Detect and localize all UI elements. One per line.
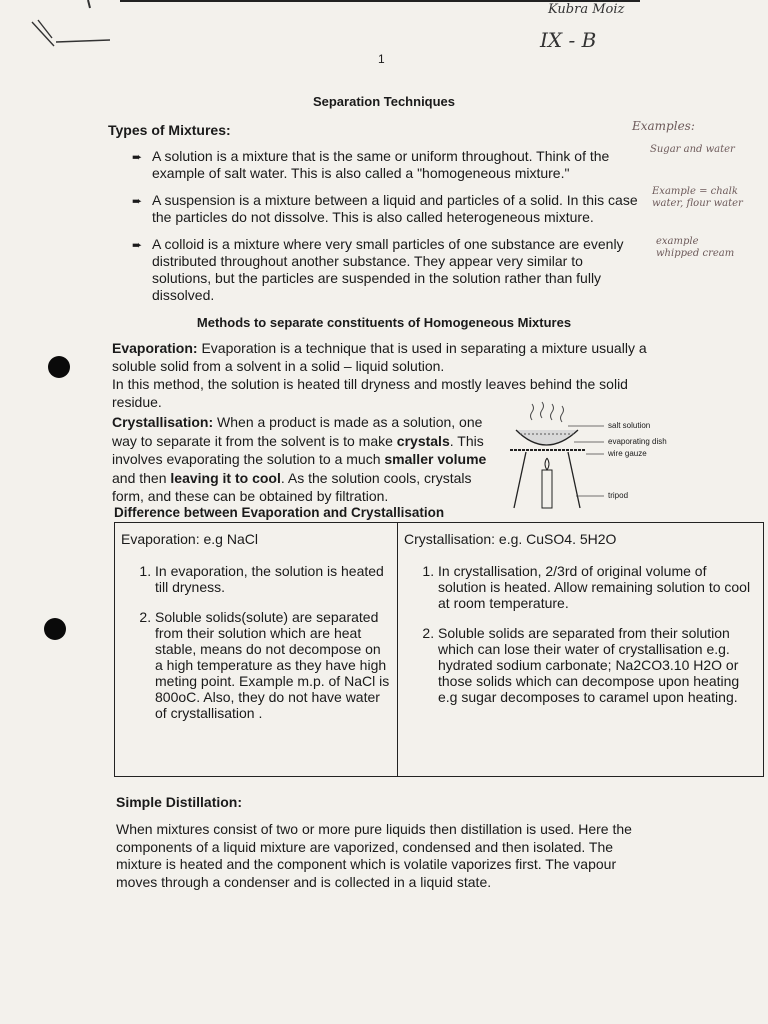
page-title: Separation Techniques [312,94,456,109]
tripod-leg [514,452,526,508]
tripod-leg [568,452,580,508]
list-item: 2. Soluble solids are separated from their solution which can lose their water of crystallisation e.g. hydrated sodium carbonate; Na2CO3.10 H2O or those solids which can decompose upon heating e.g sugar decomposes to caramel upon heating. [438,625,757,705]
flame [545,458,549,470]
crystallisation-text: When a product is made as a solution, one way to separate it from the solvent is to make [112,414,483,449]
difference-heading: Difference between Evaporation and Crystallisation [114,505,445,520]
evaporation-text: Evaporation is a technique that is used in separating a mixture usually a soluble solid from a solvent in a solid – liquid solution. [112,340,647,374]
crystallisation-bold: crystals [396,432,450,449]
crystallisation-column-head: Crystallisation: e.g. CuSO4. 5H2O [404,531,617,547]
handwritten-examples: Examples: [632,119,695,133]
page-number: 1 [378,52,385,66]
punch-hole [48,356,70,378]
handwritten-note-3: example whipped cream [656,236,735,259]
diagram-label-evaporating-dish: evaporating dish [608,437,667,446]
handwritten-name: Kubra Moiz [548,2,625,17]
crystallisation-bold: leaving it to cool [170,469,281,486]
list-item: 2. Soluble solids(solute) are separated from their solution which are heat stable, means do not decompose on a high temperature as they have high meting point. Example m.p. of NaCl is 800oC. Also, they do not have water of crystallisation . [155,609,391,721]
evaporation-label: Evaporation: [112,340,198,356]
evaporation-text-2: In this method, the solution is heated till dryness and mostly leaves behind the solid residue. [112,376,628,410]
types-heading: Types of Mixtures: [108,122,231,138]
bullet-text: A suspension is a mixture between a liquid and particles of a solid. In this case the particles do not dissolve. This is also called heterogeneous mixture. [152,192,638,225]
list-item: 1. In evaporation, the solution is heated till dryness. [155,563,391,595]
bullet-item-colloid [132,236,642,304]
arrow-bullet-icon: ➨ [132,150,143,164]
handwritten-class: IX - B [540,28,597,52]
evaporation-column [115,523,398,777]
bullet-item-suspension [132,192,642,226]
bunsen-burner [542,470,552,508]
list-item: 1. In crystallisation, 2/3rd of original volume of solution is heated. Allow remaining solution to cool at room temperature. [438,563,757,611]
steam-lines [531,402,564,422]
bullet-text: A solution is a mixture that is the same or uniform throughout. Think of the example of salt water. This is also called a "homogeneous mixture." [152,148,610,181]
crystallisation-column [398,523,764,777]
handwritten-note-1: Sugar and water [650,144,735,155]
pencil-scribble [30,0,120,50]
diagram-label-wire-gauze: wire gauze [608,449,647,458]
crystallisation-text: and then [112,469,171,486]
bullet-item-solution [132,148,642,182]
evaporation-column-head: Evaporation: e.g NaCl [121,531,258,547]
bullet-text: A colloid is a mixture where very small particles of one substance are evenly distributed throughout another substance. They appear very similar to solutions, but the particles are suspended in the solution rather than fully dissolved. [152,236,624,303]
arrow-bullet-icon: ➨ [132,194,143,208]
simple-distillation-text: When mixtures consist of two or more pure liquids then distillation is used. Here the components of a liquid mixture are vaporized, condensed and then isolated. The mixture is heated and the component which is volatile vaporizes first. The vapour moves through a condenser and is collected in a liquid state. [116,821,632,890]
handwritten-note-2: Example = chalk water, flour water [652,186,743,209]
diagram-label-salt-solution: salt solution [608,421,651,430]
crystallisation-bold: smaller volume [384,451,487,467]
crystallisation-text: . This involves evaporating the solution to a much [112,432,484,467]
punch-hole [44,618,66,640]
diagram-label-tripod: tripod [608,491,629,500]
methods-heading: Methods to separate constituents of Homogeneous Mixtures [196,315,572,330]
crystallisation-label: Crystallisation: [112,414,214,430]
comparison-table [114,522,764,777]
crystallisation-text: . As the solution cools, crystals form, and these can be obtained by filtration. [112,469,472,504]
evaporating-dish [516,430,578,445]
crystallisation-paragraph [112,413,504,506]
arrow-bullet-icon: ➨ [132,238,143,252]
simple-distillation-heading: Simple Distillation: [116,794,243,810]
